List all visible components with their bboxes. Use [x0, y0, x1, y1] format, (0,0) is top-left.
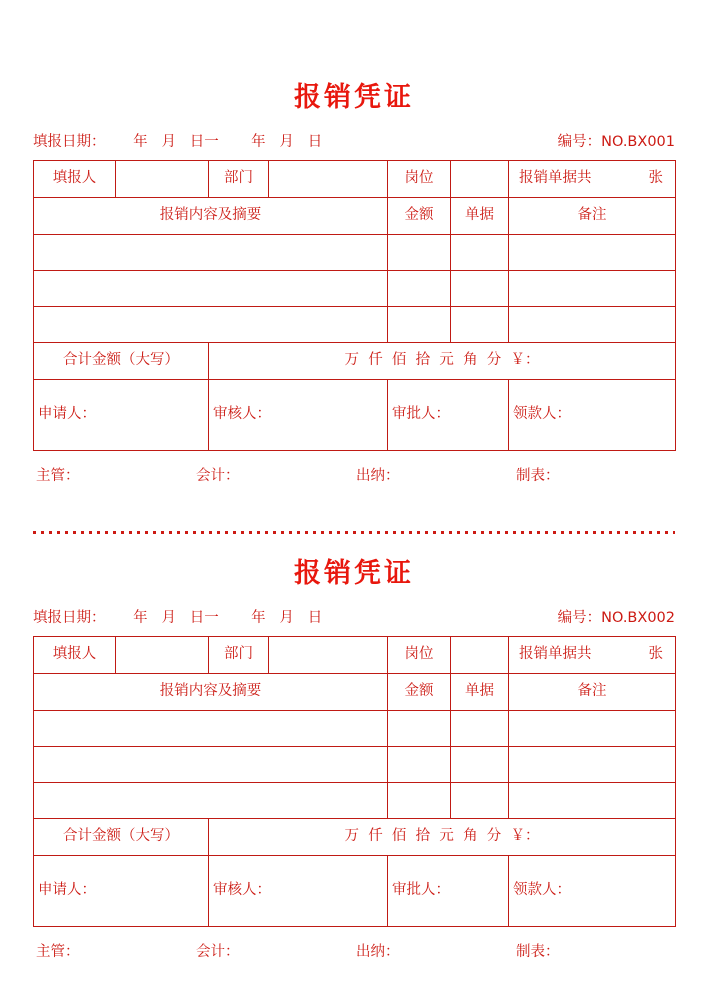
cell-remark[interactable] — [509, 711, 676, 747]
column-header-receipt: 单据 — [451, 674, 509, 711]
cell-amount[interactable] — [388, 747, 451, 783]
voucher-table — [33, 160, 676, 451]
reviewer-signature-cell[interactable]: 审核人： — [209, 380, 388, 451]
table-row-column-headers — [34, 674, 676, 711]
cell-receipt[interactable] — [451, 747, 509, 783]
table-row-total — [34, 819, 676, 856]
filler-label: 填报人 — [34, 637, 116, 674]
voucher-table — [33, 636, 676, 927]
voucher-1 — [0, 0, 708, 490]
approver-signature-cell[interactable]: 审批人： — [388, 856, 509, 927]
cell-receipt[interactable] — [451, 307, 509, 343]
receipts-count-unit: 张 — [648, 170, 663, 187]
column-header-amount: 金额 — [388, 674, 451, 711]
cell-amount[interactable] — [388, 271, 451, 307]
position-label: 岗位 — [388, 161, 451, 198]
fill-date-label: 填报日期： 年 月 日一 年 月 日 — [33, 134, 323, 150]
position-label: 岗位 — [388, 637, 451, 674]
column-header-amount: 金额 — [388, 198, 451, 235]
voucher-meta-row — [0, 606, 708, 636]
table-row-header-info — [34, 161, 676, 198]
cell-content[interactable] — [34, 271, 388, 307]
receipts-count-cell[interactable] — [509, 161, 676, 198]
filler-value-field[interactable] — [116, 637, 209, 674]
receipts-count-label: 报销单据共 — [519, 170, 592, 187]
accountant-label: 会计： — [196, 944, 240, 960]
cell-content[interactable] — [34, 235, 388, 271]
department-label: 部门 — [209, 161, 269, 198]
cashier-label: 出纳： — [356, 468, 400, 484]
table-row — [34, 235, 676, 271]
table-row-column-headers — [34, 198, 676, 235]
cell-remark[interactable] — [509, 747, 676, 783]
table-row-total — [34, 343, 676, 380]
receipts-count-unit: 张 — [648, 646, 663, 663]
table-row — [34, 783, 676, 819]
applicant-signature-cell[interactable]: 申请人： — [34, 856, 209, 927]
position-value-field[interactable] — [451, 637, 509, 674]
cell-remark[interactable] — [509, 307, 676, 343]
cell-receipt[interactable] — [451, 271, 509, 307]
reviewer-signature-cell[interactable]: 审核人： — [209, 856, 388, 927]
total-amount-units-cell[interactable] — [209, 819, 676, 856]
voucher-number-label: 编号：NO.BX002 — [557, 610, 675, 626]
total-amount-units-cell[interactable] — [209, 343, 676, 380]
cell-content[interactable] — [34, 783, 388, 819]
cell-receipt[interactable] — [451, 711, 509, 747]
cell-receipt[interactable] — [451, 235, 509, 271]
filler-label: 填报人 — [34, 161, 116, 198]
cell-remark[interactable] — [509, 783, 676, 819]
table-row-signatures — [34, 380, 676, 451]
cell-amount[interactable] — [388, 307, 451, 343]
cell-content[interactable] — [34, 747, 388, 783]
cashier-label: 出纳： — [356, 944, 400, 960]
column-header-remark: 备注 — [509, 198, 676, 235]
total-amount-units: 万 仟 佰 拾 元 角 分 ￥： — [344, 352, 540, 369]
table-row — [34, 747, 676, 783]
cell-amount[interactable] — [388, 711, 451, 747]
total-amount-units: 万 仟 佰 拾 元 角 分 ￥： — [344, 828, 540, 845]
table-row — [34, 711, 676, 747]
department-label: 部门 — [209, 637, 269, 674]
cell-amount[interactable] — [388, 235, 451, 271]
department-value-field[interactable] — [269, 161, 388, 198]
supervisor-label: 主管： — [36, 944, 80, 960]
voucher-meta-row — [0, 130, 708, 160]
cell-remark[interactable] — [509, 271, 676, 307]
approver-signature-cell[interactable]: 审批人： — [388, 380, 509, 451]
voucher-number-label: 编号：NO.BX001 — [557, 134, 675, 150]
total-amount-label: 合计金额（大写） — [34, 343, 209, 380]
total-amount-label: 合计金额（大写） — [34, 819, 209, 856]
filler-value-field[interactable] — [116, 161, 209, 198]
column-header-content: 报销内容及摘要 — [34, 198, 388, 235]
fill-date-label: 填报日期： 年 月 日一 年 月 日 — [33, 610, 323, 626]
position-value-field[interactable] — [451, 161, 509, 198]
voucher-footer-row — [0, 940, 708, 966]
applicant-signature-cell[interactable]: 申请人： — [34, 380, 209, 451]
page-title: 报销凭证 — [294, 82, 414, 113]
column-header-receipt: 单据 — [451, 198, 509, 235]
table-row — [34, 307, 676, 343]
receipts-count-label: 报销单据共 — [519, 646, 592, 663]
cell-content[interactable] — [34, 307, 388, 343]
payee-signature-cell[interactable]: 领款人： — [509, 856, 676, 927]
cell-receipt[interactable] — [451, 783, 509, 819]
voucher-2 — [0, 476, 708, 966]
cell-remark[interactable] — [509, 235, 676, 271]
preparer-label: 制表： — [516, 944, 560, 960]
cell-content[interactable] — [34, 711, 388, 747]
cell-amount[interactable] — [388, 783, 451, 819]
table-row — [34, 271, 676, 307]
column-header-content: 报销内容及摘要 — [34, 674, 388, 711]
table-row-header-info — [34, 637, 676, 674]
supervisor-label: 主管： — [36, 468, 80, 484]
table-row-signatures — [34, 856, 676, 927]
payee-signature-cell[interactable]: 领款人： — [509, 380, 676, 451]
column-header-remark: 备注 — [509, 674, 676, 711]
receipts-count-cell[interactable] — [509, 637, 676, 674]
page-title: 报销凭证 — [294, 558, 414, 589]
department-value-field[interactable] — [269, 637, 388, 674]
preparer-label: 制表： — [516, 468, 560, 484]
accountant-label: 会计： — [196, 468, 240, 484]
